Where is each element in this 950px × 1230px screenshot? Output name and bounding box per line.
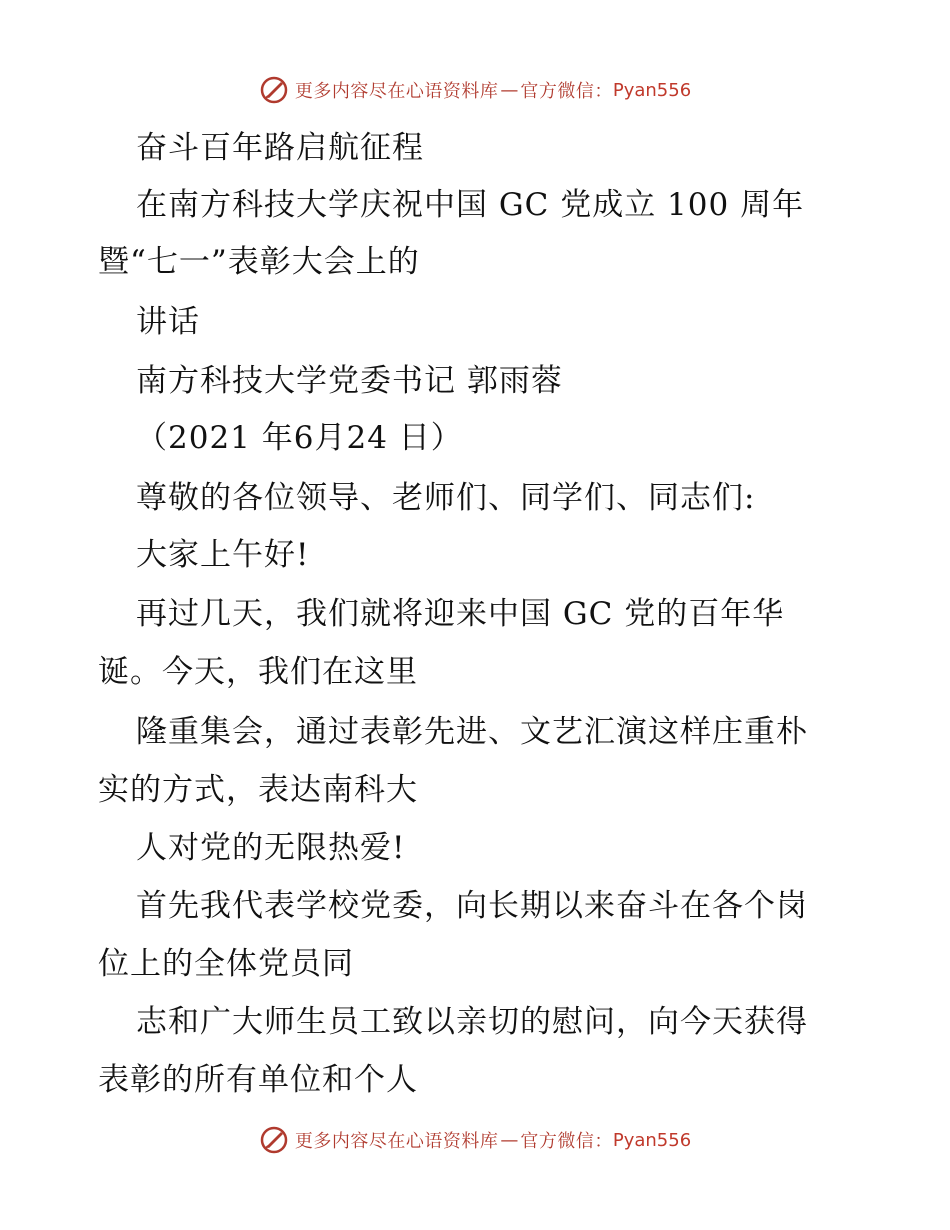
- doc-subtitle-line-3: 讲话: [136, 304, 200, 340]
- watermark-wechat-id: Pyan556: [612, 1129, 692, 1151]
- quill-pen-logo-icon: [259, 1125, 289, 1155]
- doc-title: 奋斗百年路启航征程: [136, 130, 424, 166]
- doc-paragraph-line: 志和广大师生员工致以亲切的慰问，向今天获得: [136, 1004, 808, 1040]
- watermark-text: 更多内容尽在心语资料库: [294, 81, 499, 102]
- footer-watermark: [0, 1122, 950, 1158]
- doc-greeting: 大家上午好!: [136, 537, 310, 573]
- doc-paragraph-line: 表彰的所有单位和个人: [98, 1062, 418, 1098]
- doc-paragraph-line: 人对党的无限热爱!: [136, 830, 406, 866]
- doc-paragraph-line: 隆重集会，通过表彰先进、文艺汇演这样庄重朴: [136, 714, 808, 750]
- watermark-wechat-label: 官方微信：: [520, 1131, 613, 1152]
- watermark-text: 更多内容尽在心语资料库: [294, 1131, 499, 1152]
- doc-subtitle-line-2: 暨“七一”表彰大会上的: [98, 244, 420, 280]
- watermark-separator: —: [500, 1129, 519, 1151]
- doc-paragraph-line: 诞。今天，我们在这里: [98, 654, 418, 690]
- doc-salutation: 尊敬的各位领导、老师们、同学们、同志们:: [136, 480, 756, 516]
- doc-subtitle-line-1: 在南方科技大学庆祝中国 GC 党成立 100 周年: [136, 187, 805, 223]
- quill-pen-logo-icon: [259, 75, 289, 105]
- doc-paragraph-line: 再过几天，我们就将迎来中国 GC 党的百年华: [136, 596, 785, 632]
- watermark-wechat-label: 官方微信：: [520, 81, 613, 102]
- doc-paragraph-line: 位上的全体党员同: [98, 946, 354, 982]
- header-watermark: [0, 72, 950, 108]
- watermark-wechat-id: Pyan556: [612, 79, 692, 101]
- doc-paragraph-line: 实的方式，表达南科大: [98, 772, 418, 808]
- doc-date: （2021 年6月24 日）: [136, 420, 463, 456]
- doc-paragraph-line: 首先我代表学校党委，向长期以来奋斗在各个岗: [136, 888, 808, 924]
- watermark-separator: —: [500, 79, 519, 101]
- doc-author: 南方科技大学党委书记 郭雨蓉: [136, 363, 563, 399]
